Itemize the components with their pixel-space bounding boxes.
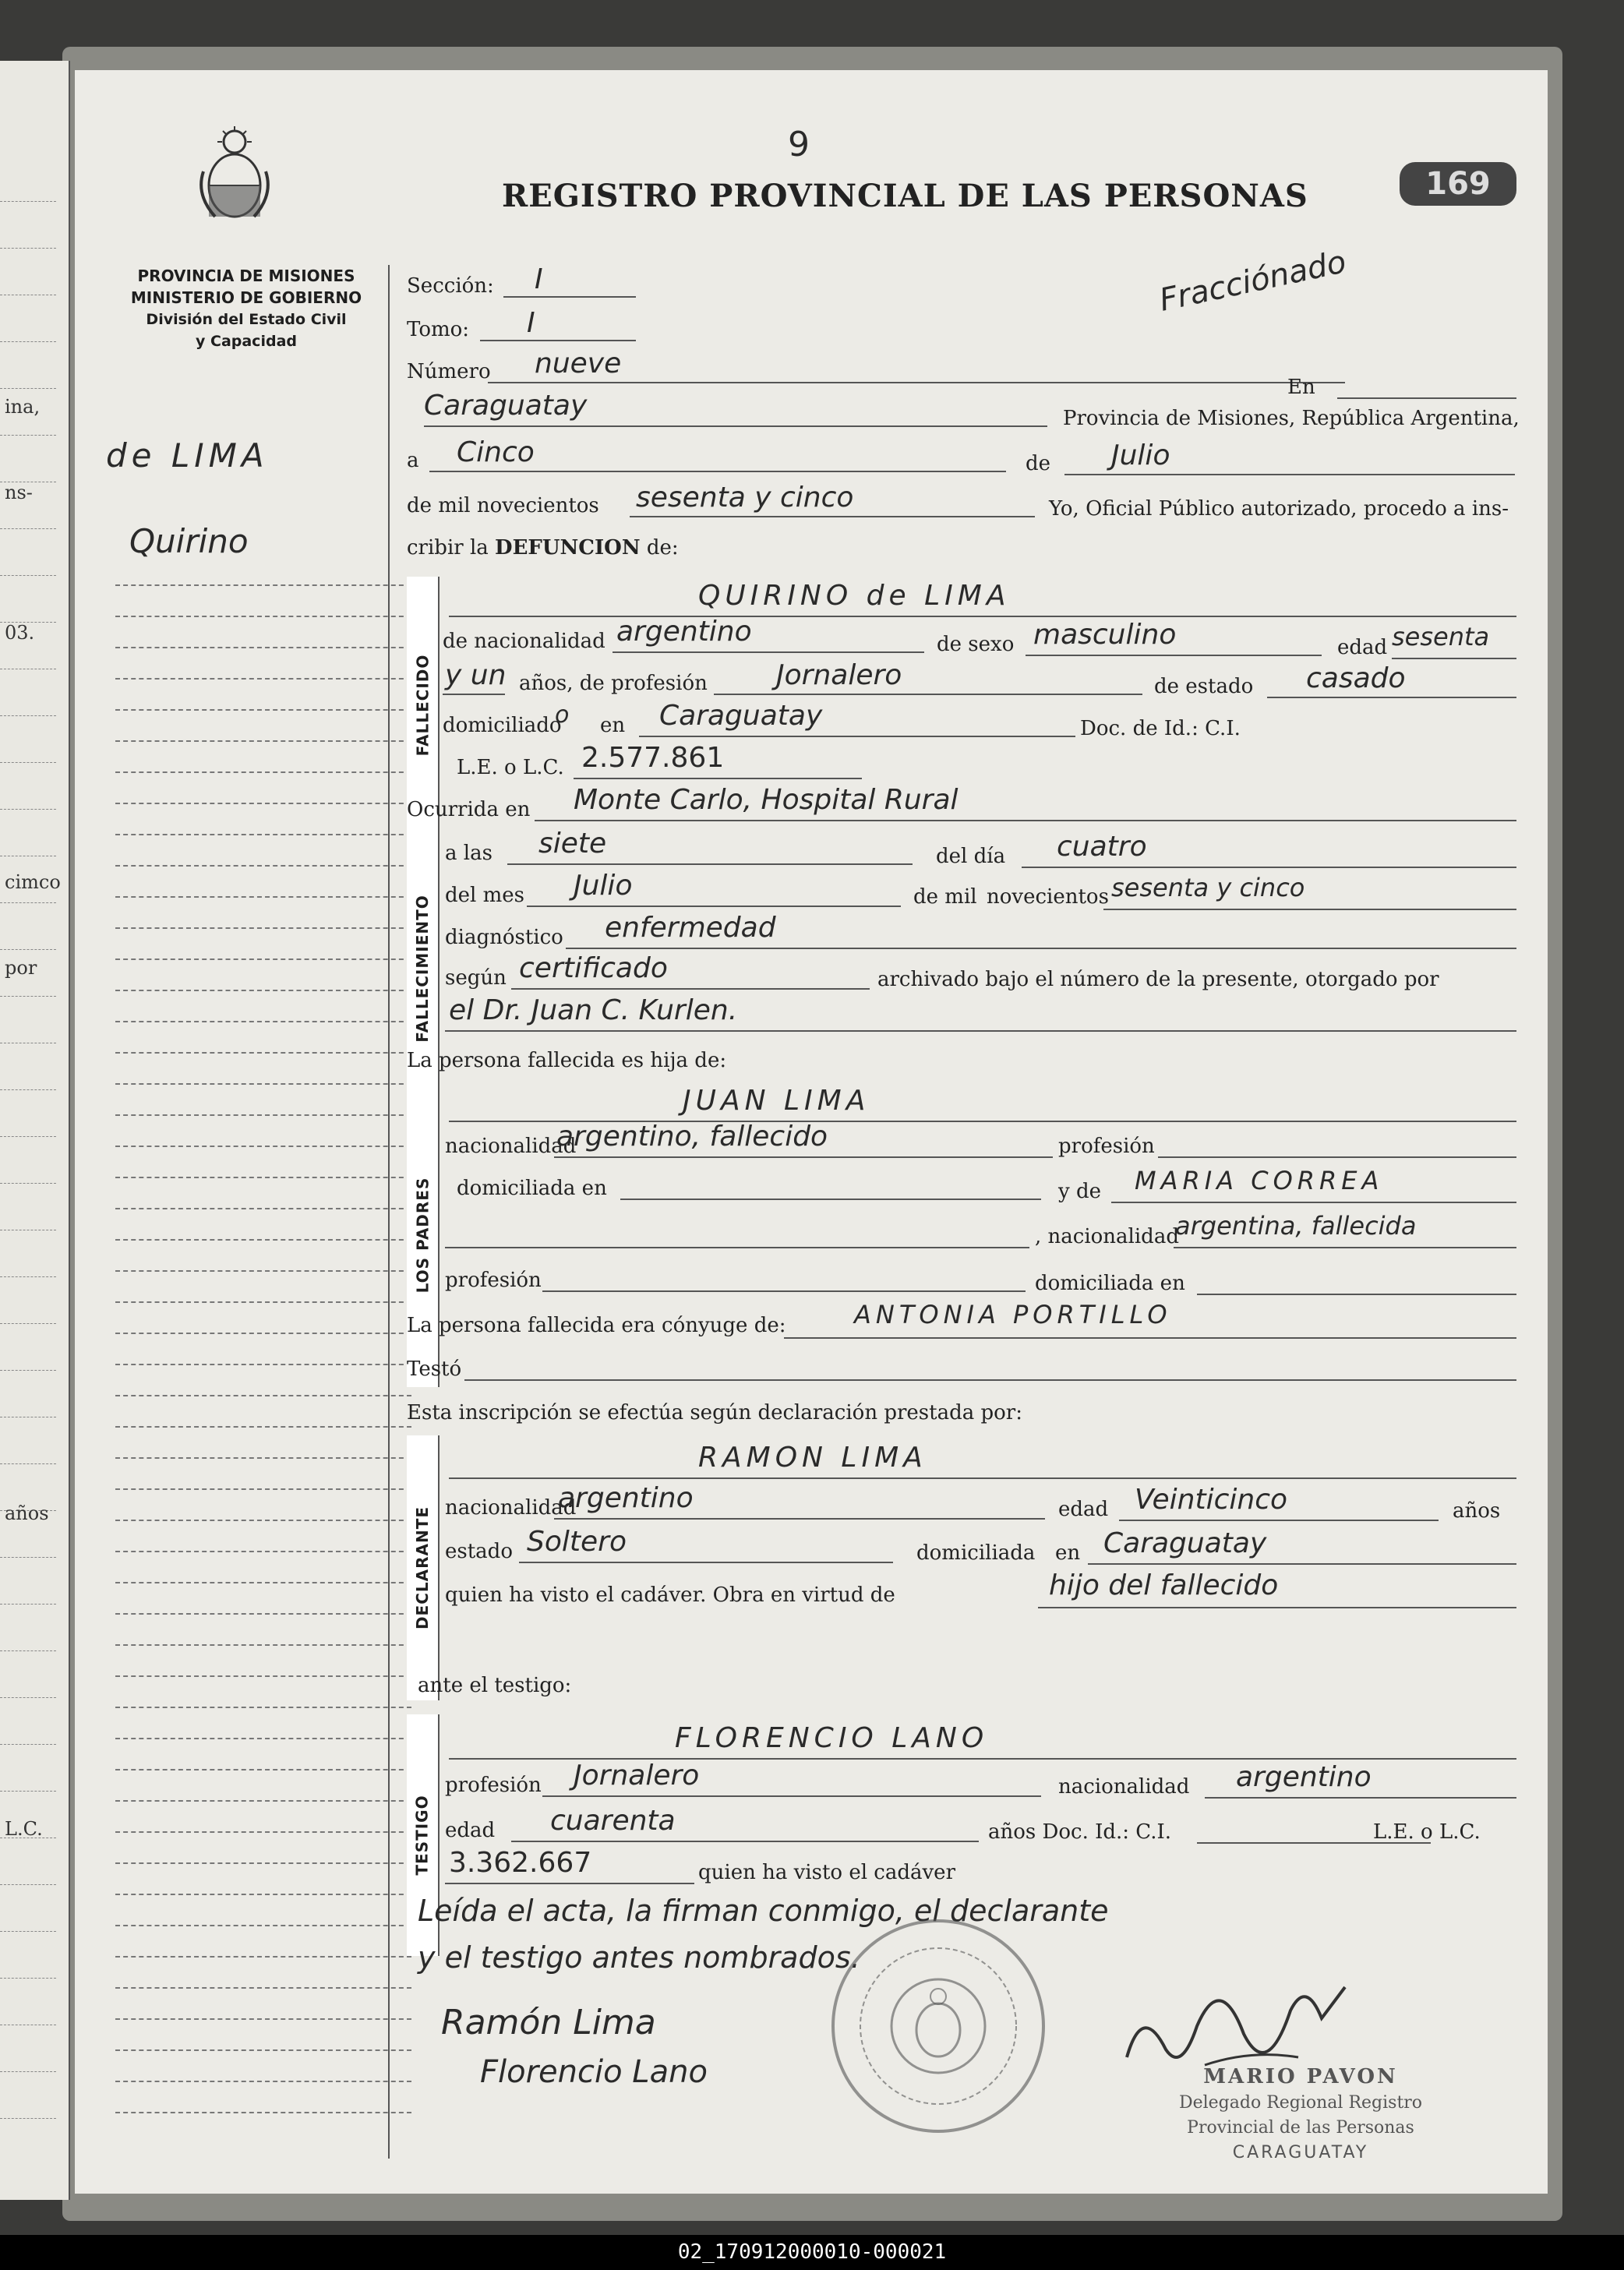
fallecido-nombre: QUIRINO de LIMA [698, 580, 1011, 612]
signature-top: Fracciónado [1156, 244, 1350, 319]
padres-tab [407, 1083, 440, 1387]
fallecido-tab [407, 577, 440, 834]
hora-value: siete [538, 828, 607, 860]
numero-value: nueve [535, 348, 622, 380]
testigo-anios-doc-label: años Doc. Id.: C.I. [988, 1820, 1172, 1844]
segun-label: según [445, 966, 507, 990]
cribir-label: cribir la [407, 536, 489, 560]
prev-fragment: cimco [5, 871, 61, 893]
declarante-edad-value: Veinticinco [1135, 1484, 1288, 1516]
dia-value: Cinco [457, 436, 535, 468]
prev-fragment: 03. [5, 622, 35, 644]
fallecido-profesion-value: Jornalero [776, 659, 902, 691]
mil-label: de mil novecientos [407, 494, 599, 517]
fallecido-edad-value2: y un [445, 659, 507, 691]
testigo-edad-value: cuarenta [550, 1805, 676, 1837]
de-mil-label: de mil [913, 885, 977, 909]
anio-value-fall: sesenta y cinco [1111, 873, 1305, 902]
issuer-division-2: y Capacidad [196, 333, 297, 350]
declarante-anios-label: años [1453, 1499, 1501, 1523]
dia-value-fall: cuatro [1057, 831, 1147, 863]
issuer-province: PROVINCIA DE MISIONES [137, 267, 355, 285]
previous-page-edge [0, 61, 70, 2200]
firma-oficial-icon [1111, 1956, 1376, 2073]
fallecido-nac-value: argentino [616, 616, 752, 648]
declarante-vinculo-value: hijo del fallecido [1049, 1569, 1279, 1601]
padres-profesion-label-2: profesión [445, 1269, 542, 1292]
padres-nac-label: nacionalidad [445, 1135, 577, 1158]
testigo-cadaver-text: quien ha visto el cadáver [698, 1861, 956, 1884]
testigo-profesion-value: Jornalero [574, 1760, 700, 1792]
fallecimiento-tab-label: FALLECIMIENTO [413, 894, 432, 1043]
firma-declarante: Ramón Lima [441, 2003, 656, 2042]
fallecido-sexo-label: de sexo [937, 633, 1015, 656]
margin-surname: de LIMA [106, 436, 269, 475]
cribir-text [407, 536, 679, 560]
padre-nacionalidad: argentino, fallecido [556, 1121, 828, 1153]
madre-nombre: MARIA CORREA [1135, 1166, 1384, 1195]
padre-nombre: JUAN LIMA [683, 1085, 870, 1117]
oficial-cargo-2: Provincial de las Personas [1187, 2118, 1414, 2138]
oficial-text: Yo, Oficial Público autorizado, procedo a ins- [1049, 497, 1509, 521]
defuncion-word: DEFUNCION [495, 536, 641, 560]
register-page [75, 70, 1548, 2194]
testigo-tab-label: TESTIGO [413, 1795, 432, 1876]
ocurrida-value: Monte Carlo, Hospital Rural [574, 784, 959, 816]
medico-value: el Dr. Juan C. Kurlen. [449, 994, 738, 1026]
padres-domiciliada-label-2: domiciliada en [1035, 1272, 1185, 1295]
fallecido-nac-label: de nacionalidad [443, 630, 605, 653]
page-number: 9 [788, 125, 810, 164]
numero-label: Número [407, 360, 491, 383]
page-title: REGISTRO PROVINCIAL DE LAS PERSONAS [502, 178, 1308, 214]
image-id-footer: 02_170912000010-000021 [0, 2235, 1624, 2270]
prev-fragment: L.C. [5, 1818, 43, 1840]
declarante-domiciliada-label: domiciliada [916, 1541, 1036, 1565]
testigo-le-value: 3.362.667 [449, 1847, 592, 1879]
issuer-division: División del Estado Civil [146, 311, 347, 328]
fallecido-le-label: L.E. o L.C. [457, 756, 564, 779]
diagnostico-label: diagnóstico [445, 926, 563, 949]
testigo-nac-value: argentino [1236, 1761, 1372, 1793]
fallecido-sexo-value: masculino [1033, 619, 1177, 651]
testigo-intro: ante el testigo: [418, 1674, 572, 1697]
y-de-label: y de [1058, 1180, 1101, 1203]
issuer-ministry: MINISTERIO DE GOBIERNO [130, 288, 362, 307]
ocurrida-label: Ocurrida en [407, 798, 531, 821]
fallecido-edad-label: edad [1337, 636, 1388, 659]
a-las-label: a las [445, 842, 492, 865]
mes-value-fall: Julio [574, 870, 633, 902]
diagnostico-value: enfermedad [605, 912, 776, 944]
seccion-label: Sección: [407, 274, 494, 298]
oficial-nombre: MARIO PAVON [1203, 2065, 1398, 2088]
closing-line-2: y el testigo antes nombrados. [418, 1940, 860, 1975]
declarante-en-label: en [1055, 1541, 1081, 1565]
oficial-lugar: CARAGUATAY [1232, 2143, 1369, 2162]
oficial-cargo-1: Delegado Regional Registro [1178, 2093, 1423, 2113]
segun-value: certificado [519, 952, 668, 984]
declarante-nac-label: nacionalidad [445, 1496, 577, 1520]
testigo-nombre: FLORENCIO LANO [675, 1722, 989, 1754]
firma-testigo: Florencio Lano [480, 2054, 708, 2090]
conyuge-value: ANTONIA PORTILLO [854, 1300, 1172, 1329]
declarante-estado-label: estado [445, 1540, 513, 1563]
lugar-value: Caraguatay [424, 390, 588, 422]
official-seal-icon [821, 1909, 1055, 2143]
anio-value: sesenta y cinco [636, 482, 854, 514]
fallecido-estado-value: casado [1306, 662, 1406, 694]
archivado-text: archivado bajo el número de la presente, otorgado por [877, 968, 1439, 991]
testigo-edad-label: edad [445, 1819, 496, 1842]
del-dia-label: del día [936, 845, 1006, 868]
prev-fragment: ns- [5, 482, 33, 503]
prev-fragment: ina, [5, 396, 41, 418]
tomo-value: I [527, 307, 535, 339]
de-label: de [1026, 452, 1051, 475]
en-label: En [1287, 376, 1315, 399]
declarante-tab-label: DECLARANTE [413, 1506, 432, 1630]
margin-given-name: Quirino [129, 522, 249, 560]
fallecido-estado-label: de estado [1154, 675, 1254, 698]
mes-value: Julio [1111, 440, 1170, 471]
declarante-domicilio-value: Caraguatay [1103, 1527, 1267, 1559]
fallecido-en-label: en [600, 714, 626, 737]
provincia-text: Provincia de Misiones, República Argentina, [1063, 407, 1520, 430]
declarante-cadaver-text: quien ha visto el cadáver. Obra en virtud de [445, 1583, 895, 1607]
padres-intro: La persona fallecida es hija de: [407, 1049, 727, 1072]
issuer-block [106, 265, 387, 352]
madre-nacionalidad: argentina, fallecida [1175, 1211, 1417, 1241]
declarante-nac-value: argentino [558, 1482, 694, 1514]
padres-domiciliada-label: domiciliada en [457, 1177, 607, 1200]
coat-of-arms-icon [192, 125, 277, 222]
padres-tab-label: LOS PADRES [413, 1177, 432, 1294]
fallecido-anios-profesion: años, de profesión [519, 672, 708, 695]
fallecido-domicilio-value: Caraguatay [659, 700, 823, 732]
del-mes-label: del mes [445, 884, 524, 907]
prev-fragment: años [5, 1502, 49, 1524]
novecientos-label: novecientos [987, 885, 1109, 909]
testigo-profesion-label: profesión [445, 1774, 542, 1797]
declarante-nombre: RAMON LIMA [698, 1442, 927, 1474]
padres-nac-label-2: , nacionalidad [1035, 1225, 1179, 1248]
fallecido-doc-label: Doc. de Id.: C.I. [1080, 717, 1241, 740]
fallecido-domiciliado-suffix: o [555, 701, 570, 729]
fallecido-le-value: 2.577.861 [581, 742, 725, 774]
declarante-estado-value: Soltero [527, 1526, 627, 1558]
testigo-nac-label: nacionalidad [1058, 1775, 1190, 1799]
seccion-value: I [535, 263, 543, 295]
prev-fragment: por [5, 957, 37, 979]
declarante-intro: Esta inscripción se efectúa según declaración prestada por: [407, 1401, 1022, 1424]
testo-label: Testó [407, 1357, 462, 1381]
closing-line-1: Leída el acta, la firman conmigo, el declarante [418, 1894, 1109, 1928]
a-label: a [407, 449, 419, 472]
fallecido-tab-label: FALLECIDO [413, 654, 432, 757]
testigo-le-label: L.E. o L.C. [1373, 1820, 1481, 1844]
conyuge-label: La persona fallecida era cónyuge de: [407, 1314, 786, 1337]
declarante-tab [407, 1435, 440, 1700]
tomo-label: Tomo: [407, 318, 470, 341]
fallecido-domiciliado-label: domiciliado [443, 714, 562, 737]
declarante-edad-label: edad [1058, 1498, 1109, 1521]
folio-stamp: 169 [1400, 162, 1516, 206]
fallecido-edad-value: sesenta [1392, 622, 1490, 651]
column-divider [388, 265, 390, 2159]
de-colon: de: [646, 536, 679, 560]
padres-profesion-label: profesión [1058, 1135, 1155, 1158]
